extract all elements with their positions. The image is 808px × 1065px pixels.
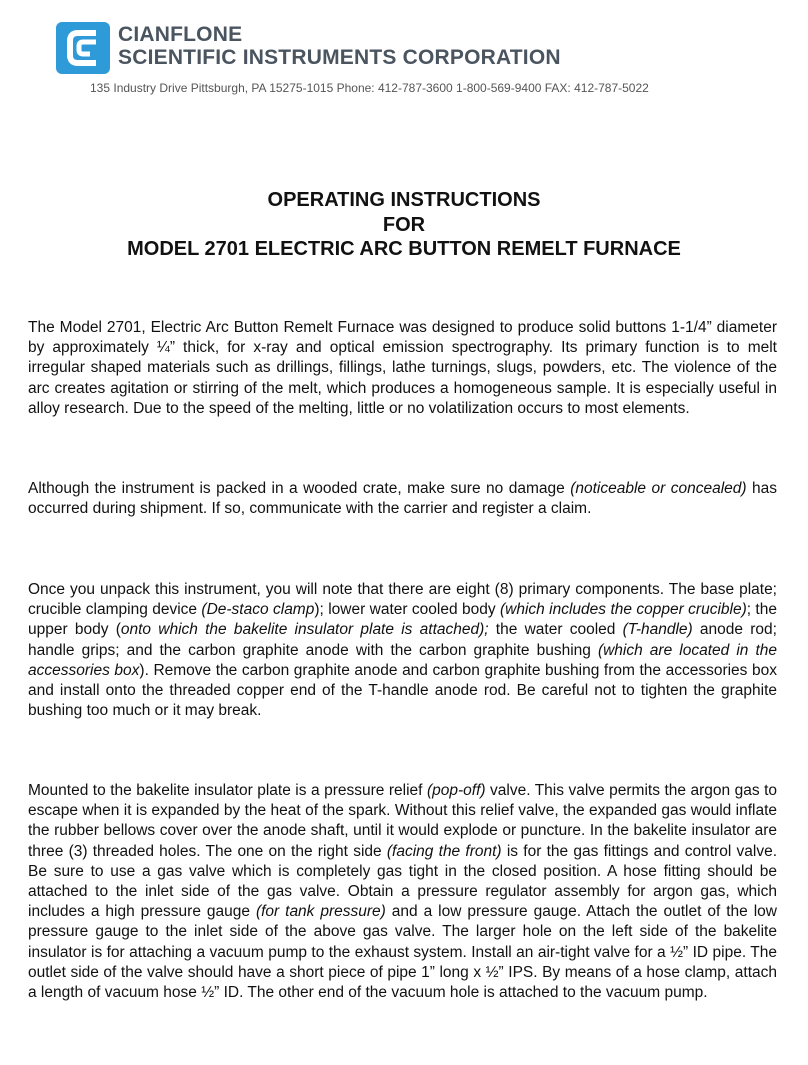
text-span: ; the upper body ( — [28, 601, 777, 639]
company-logo-icon — [56, 22, 110, 74]
text-span: valve. This valve permits the argon gas to escape when it is expanded by the heat of the spark. Without this relief valve, the expanded gas would inflate the rubber bellows cover over the anode shaft, until it would explode or puncture. In the bakelite insulator are three (3) threaded holes. The one on the right side — [28, 782, 777, 860]
company-name-line1: CIANFLONE — [118, 23, 243, 46]
paragraph-components — [28, 580, 777, 721]
italic-span: (facing the front) — [386, 842, 502, 860]
italic-span: (which are located in the accessories box — [28, 641, 777, 679]
company-address: 135 Industry Drive Pittsburgh, PA 15275-1015 Phone: 412-787-3600 1-800-569-9400 FAX: 412-787-5022 — [90, 81, 649, 95]
text-span: The Model 2701, Electric Arc Button Remelt Furnace was designed to produce solid buttons 1-1/4” diameter by approximately ¼” thick, for x-ray and optical emission spectrography. Its primary function is to melt irregular shaped materials such as drillings, fillings, lathe turnings, slugs, powders, etc. The violence of the arc creates agitation or stirring of the melt, which produces a homogeneous sample. It is especially useful in alloy research. Due to the speed of the melting, little or no volatilization occurs to most elements. — [28, 319, 777, 417]
italic-span: (pop-off) — [426, 782, 486, 799]
text-span: ). Remove the carbon graphite anode and carbon graphite bushing from the accessories box and install onto the threaded copper end of the T-handle anode rod. Be careful not to tighten the graphite bushing too much or it may break. — [28, 661, 777, 720]
text-span: is for the gas fittings and control valve. Be sure to use a gas valve which is completely gas tight in the closed position. A hose fitting should be attached to the inlet side of the gas valve. Obtain a pressure regulator assembly for argon gas, which includes a high pressure gauge — [28, 842, 778, 921]
title-line2: FOR — [382, 213, 426, 236]
company-name-line2: SCIENTIFIC INSTRUMENTS CORPORATION — [118, 46, 561, 69]
title-line1: OPERATING INSTRUCTIONS — [267, 189, 541, 211]
italic-span: (De-staco clamp — [201, 601, 315, 619]
text-span: Mounted to the bakelite insulator plate is a pressure relief — [28, 782, 427, 799]
text-span: anode rod; handle grips; and the carbon graphite anode with the carbon graphite bushing — [28, 621, 777, 659]
text-span: ); lower water cooled body — [314, 601, 500, 619]
text-span: has occurred during shipment. If so, communicate with the carrier and register a claim. — [28, 480, 777, 518]
letterhead — [56, 22, 756, 102]
paragraph-intro — [28, 318, 777, 419]
text-span: and a low pressure gauge. Attach the outlet of the low pressure gauge to the inlet side of the above gas valve. The larger hole on the left side of the bakelite insulator is for attaching a vacuum pump to the exhaust system. Install an air-tight valve for a ½” ID pipe. The outlet side of the valve should have a short piece of pipe 1” long x ½” IPS. By means of a hose clamp, attach a length of vacuum hose ½” ID. The other end of the vacuum hole is attached to the vacuum pump. — [28, 903, 777, 1002]
paragraph-shipping — [28, 479, 777, 519]
text-span: the water cooled — [488, 621, 623, 639]
italic-span: (which includes the copper crucible) — [500, 601, 747, 619]
title-line3: MODEL 2701 ELECTRIC ARC BUTTON REMELT FURNACE — [127, 238, 681, 260]
document-title — [0, 188, 808, 262]
text-span: Although the instrument is packed in a wooded crate, make sure no damage — [28, 480, 571, 497]
text-span: Once you unpack this instrument, you will note that there are eight (8) primary components. The base plate; crucible clamping device — [28, 581, 777, 619]
italic-span: (for tank pressure) — [255, 903, 386, 921]
italic-span: onto which the bakelite insulator plate is attached); — [120, 621, 489, 639]
company-name — [118, 23, 561, 69]
italic-span: (noticeable or concealed) — [570, 480, 747, 497]
italic-span: (T-handle) — [622, 621, 693, 639]
paragraph-gas-valve — [28, 781, 777, 1003]
